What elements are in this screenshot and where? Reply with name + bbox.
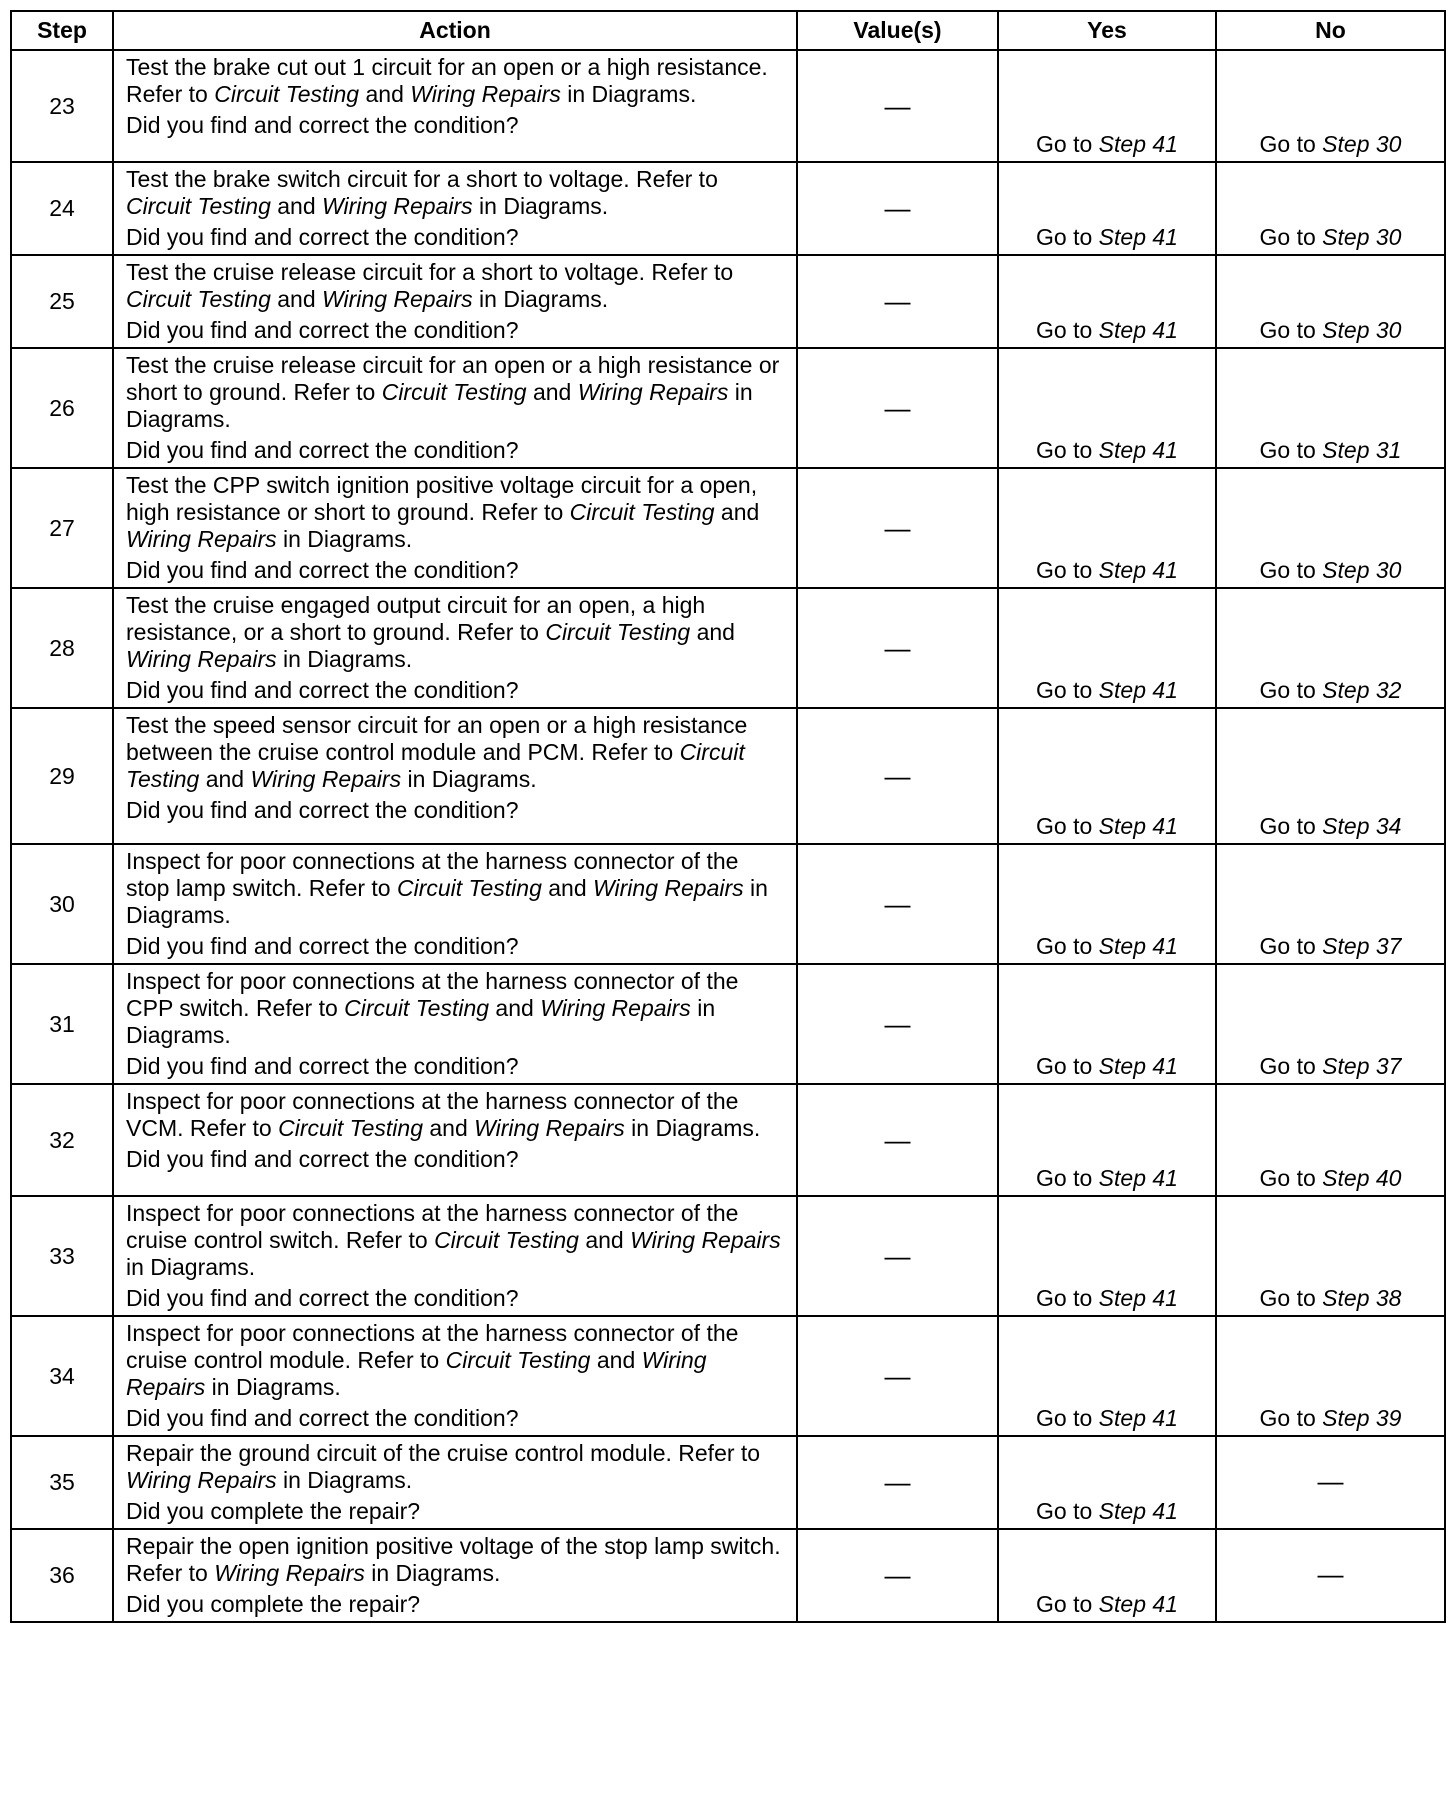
step-number	[11, 844, 113, 964]
instruction-text: in Diagrams.	[401, 766, 537, 792]
no-step-ref: Step 30	[1322, 317, 1402, 343]
no-text: Go to	[1259, 813, 1323, 839]
no-result	[1216, 964, 1445, 1084]
value-text: —	[884, 1360, 911, 1391]
instruction-text: and	[526, 379, 578, 405]
yes-step-ref: Step 41	[1098, 131, 1178, 157]
reference-link-text: Circuit Testing	[381, 379, 527, 405]
no-text: Go to	[1259, 131, 1323, 157]
instruction-text: in Diagrams.	[126, 379, 753, 432]
no-step-ref: Step 39	[1322, 1405, 1402, 1431]
no-result	[1216, 1196, 1445, 1316]
instruction-text: and	[270, 193, 323, 219]
step-number	[11, 1196, 113, 1316]
reference-link-text: Circuit Testing	[278, 1115, 423, 1141]
no-text: Go to	[1259, 317, 1323, 343]
value-cell	[797, 708, 998, 844]
action-instruction	[126, 166, 788, 220]
action-instruction	[126, 1200, 788, 1281]
yes-result	[998, 1316, 1216, 1436]
reference-link-text: Circuit Testing	[569, 499, 715, 525]
no-text: —	[1317, 1465, 1344, 1496]
instruction-text: in Diagrams.	[624, 1115, 761, 1141]
action-instruction	[126, 1440, 788, 1494]
value-cell	[797, 1436, 998, 1529]
table-row	[11, 162, 1445, 255]
instruction-text: Test the CPP switch ignition positive voltage circuit for a open, high resistance or short to ground. Refer to	[126, 472, 758, 525]
table-row	[11, 1196, 1445, 1316]
action-cell	[113, 844, 797, 964]
table-header-row	[11, 11, 1445, 50]
no-text: Go to	[1259, 224, 1323, 250]
step-number-text: 24	[49, 195, 75, 221]
value-cell	[797, 1084, 998, 1196]
reference-link-text: Wiring Repairs	[250, 766, 402, 792]
value-cell	[797, 468, 998, 588]
reference-link-text: Wiring Repairs	[593, 875, 744, 901]
action-question: Did you find and correct the condition?	[126, 224, 519, 250]
yes-result	[998, 162, 1216, 255]
action-instruction	[126, 54, 788, 108]
no-result	[1216, 844, 1445, 964]
table-row	[11, 255, 1445, 348]
no-result	[1216, 1436, 1445, 1529]
action-instruction	[126, 1088, 788, 1142]
action-cell	[113, 1084, 797, 1196]
reference-link-text: Wiring Repairs	[126, 1467, 277, 1493]
action-cell	[113, 1196, 797, 1316]
action-cell	[113, 162, 797, 255]
no-text: —	[1317, 1558, 1344, 1589]
yes-text: Go to	[1036, 813, 1099, 839]
step-number-text: 23	[49, 92, 75, 119]
yes-text: Go to	[1036, 224, 1099, 250]
table-row	[11, 1084, 1445, 1196]
no-result	[1216, 1316, 1445, 1436]
diagnostic-table	[10, 10, 1446, 1623]
header-step: Step	[11, 11, 113, 50]
instruction-text: in Diagrams.	[276, 526, 413, 552]
instruction-text: Test the brake cut out 1 circuit for an open or a high resistance. Refer to	[126, 54, 768, 107]
reference-link-text: Circuit Testing	[445, 1347, 591, 1373]
yes-step-ref: Step 41	[1098, 317, 1178, 343]
value-text: —	[884, 760, 911, 791]
instruction-text: in Diagrams.	[276, 646, 413, 672]
instruction-text: and	[541, 875, 594, 901]
instruction-text: Inspect for poor connections at the harness connector of the cruise control switch. Refer to	[126, 1200, 739, 1253]
action-cell	[113, 1316, 797, 1436]
instruction-text: in Diagrams.	[364, 1560, 501, 1586]
value-text: —	[884, 1467, 911, 1497]
action-question: Did you find and correct the condition?	[126, 557, 519, 583]
no-step-ref: Step 37	[1322, 1053, 1402, 1079]
reference-link-text: Circuit Testing	[434, 1227, 579, 1253]
table-row	[11, 708, 1445, 844]
no-text: Go to	[1259, 933, 1323, 959]
step-number-text: 34	[49, 1362, 75, 1389]
reference-link-text: Wiring Repairs	[322, 286, 473, 312]
action-question: Did you find and correct the condition?	[126, 112, 519, 138]
reference-link-text: Wiring Repairs	[214, 1560, 365, 1586]
step-number	[11, 348, 113, 468]
no-result	[1216, 708, 1445, 844]
yes-result	[998, 964, 1216, 1084]
action-cell	[113, 1436, 797, 1529]
reference-link-text: Wiring Repairs	[474, 1115, 625, 1141]
yes-step-ref: Step 41	[1098, 1053, 1178, 1079]
instruction-text: Inspect for poor connections at the harness connector of the CPP switch. Refer to	[126, 968, 739, 1021]
table-row	[11, 348, 1445, 468]
reference-link-text: Wiring Repairs	[410, 81, 561, 107]
yes-text: Go to	[1036, 1591, 1099, 1617]
yes-result	[998, 1084, 1216, 1196]
step-number	[11, 1316, 113, 1436]
value-text: —	[884, 1240, 911, 1271]
step-number	[11, 468, 113, 588]
step-number-text: 30	[49, 890, 75, 917]
action-cell	[113, 468, 797, 588]
instruction-text: Inspect for poor connections at the harness connector of the VCM. Refer to	[126, 1088, 739, 1141]
reference-link-text: Circuit Testing	[344, 995, 490, 1021]
no-step-ref: Step 34	[1322, 813, 1402, 839]
table-row	[11, 50, 1445, 162]
yes-result	[998, 50, 1216, 162]
instruction-text: in Diagrams.	[126, 995, 716, 1048]
value-text: —	[884, 1008, 911, 1039]
step-number-text: 33	[49, 1242, 75, 1269]
instruction-text: in Diagrams.	[472, 286, 609, 312]
reference-link-text: Circuit Testing	[545, 619, 691, 645]
no-step-ref: Step 38	[1322, 1285, 1402, 1311]
yes-text: Go to	[1036, 677, 1099, 703]
instruction-text: in Diagrams.	[126, 1254, 256, 1280]
action-question: Did you find and correct the condition?	[126, 1405, 519, 1431]
no-text: Go to	[1259, 677, 1323, 703]
yes-result	[998, 348, 1216, 468]
instruction-text: and	[270, 286, 323, 312]
no-step-ref: Step 30	[1322, 131, 1402, 157]
action-question: Did you complete the repair?	[126, 1498, 421, 1524]
action-instruction	[126, 592, 788, 673]
value-cell	[797, 964, 998, 1084]
value-cell	[797, 1196, 998, 1316]
action-cell	[113, 588, 797, 708]
reference-link-text: Circuit Testing	[126, 286, 271, 312]
reference-link-text: Wiring Repairs	[322, 193, 473, 219]
step-number	[11, 1529, 113, 1622]
instruction-text: and	[690, 619, 735, 645]
no-step-ref: Step 31	[1322, 437, 1402, 463]
no-text: Go to	[1259, 1053, 1323, 1079]
header-no: No	[1216, 11, 1445, 50]
step-number	[11, 162, 113, 255]
action-instruction	[126, 968, 788, 1049]
value-cell	[797, 255, 998, 348]
value-text: —	[884, 1560, 911, 1590]
value-text: —	[884, 193, 911, 223]
step-number-text: 32	[49, 1126, 75, 1153]
action-instruction	[126, 472, 788, 553]
yes-step-ref: Step 41	[1098, 437, 1178, 463]
table-row	[11, 964, 1445, 1084]
step-number-text: 26	[49, 394, 75, 421]
yes-text: Go to	[1036, 317, 1099, 343]
yes-result	[998, 844, 1216, 964]
step-number	[11, 1436, 113, 1529]
no-step-ref: Step 32	[1322, 677, 1402, 703]
reference-link-text: Wiring Repairs	[540, 995, 691, 1021]
action-question: Did you find and correct the condition?	[126, 1146, 519, 1172]
table-row	[11, 468, 1445, 588]
action-question: Did you find and correct the condition?	[126, 1285, 519, 1311]
action-question: Did you find and correct the condition?	[126, 677, 519, 703]
step-number	[11, 1084, 113, 1196]
action-cell	[113, 348, 797, 468]
header-action: Action	[113, 11, 797, 50]
step-number-text: 29	[49, 762, 75, 789]
instruction-text: Repair the ground circuit of the cruise control module. Refer to	[126, 1440, 761, 1466]
yes-result	[998, 255, 1216, 348]
value-cell	[797, 844, 998, 964]
yes-step-ref: Step 41	[1098, 557, 1178, 583]
reference-link-text: Wiring Repairs	[126, 646, 277, 672]
yes-step-ref: Step 41	[1098, 1591, 1178, 1617]
value-text: —	[884, 512, 911, 543]
action-question: Did you find and correct the condition?	[126, 317, 519, 343]
yes-text: Go to	[1036, 1053, 1099, 1079]
yes-text: Go to	[1036, 1405, 1099, 1431]
yes-text: Go to	[1036, 557, 1099, 583]
instruction-text: and	[578, 1227, 631, 1253]
header-values: Value(s)	[797, 11, 998, 50]
action-question: Did you find and correct the condition?	[126, 1053, 519, 1079]
step-number-text: 27	[49, 514, 75, 541]
value-text: —	[884, 286, 911, 316]
table-row	[11, 1529, 1445, 1622]
instruction-text: and	[714, 499, 760, 525]
action-instruction	[126, 712, 788, 793]
yes-step-ref: Step 41	[1098, 224, 1178, 250]
reference-link-text: Circuit Testing	[397, 875, 542, 901]
step-number-text: 28	[49, 634, 75, 661]
reference-link-text: Circuit Testing	[126, 193, 271, 219]
step-number	[11, 588, 113, 708]
no-step-ref: Step 30	[1322, 557, 1402, 583]
value-text: —	[884, 888, 911, 919]
value-text: —	[884, 90, 911, 121]
table-row	[11, 588, 1445, 708]
step-number	[11, 50, 113, 162]
instruction-text: Test the cruise release circuit for an open or a high resistance or short to ground. Refer to	[126, 352, 780, 405]
no-result	[1216, 468, 1445, 588]
reference-link-text: Wiring Repairs	[577, 379, 729, 405]
no-result	[1216, 255, 1445, 348]
step-number	[11, 708, 113, 844]
action-question: Did you find and correct the condition?	[126, 437, 519, 463]
no-result	[1216, 348, 1445, 468]
yes-result	[998, 708, 1216, 844]
value-text: —	[884, 392, 911, 423]
action-instruction	[126, 259, 788, 313]
step-number-text: 36	[49, 1562, 75, 1588]
yes-step-ref: Step 41	[1098, 933, 1178, 959]
value-cell	[797, 162, 998, 255]
action-question: Did you find and correct the condition?	[126, 797, 519, 823]
action-question: Did you complete the repair?	[126, 1591, 421, 1617]
instruction-text: Test the speed sensor circuit for an open or a high resistance between the cruise control module and PCM. Refer to	[126, 712, 748, 765]
table-row	[11, 844, 1445, 964]
value-cell	[797, 50, 998, 162]
yes-text: Go to	[1036, 131, 1099, 157]
no-text: Go to	[1259, 557, 1323, 583]
instruction-text: and	[489, 995, 541, 1021]
yes-text: Go to	[1036, 437, 1099, 463]
instruction-text: in Diagrams.	[126, 875, 768, 928]
yes-text: Go to	[1036, 1165, 1099, 1191]
value-text: —	[884, 632, 911, 663]
instruction-text: in Diagrams.	[560, 81, 697, 107]
instruction-text: Test the cruise release circuit for a short to voltage. Refer to	[126, 259, 734, 285]
no-result	[1216, 162, 1445, 255]
action-question: Did you find and correct the condition?	[126, 933, 519, 959]
no-text: Go to	[1259, 1405, 1323, 1431]
table-row	[11, 1436, 1445, 1529]
reference-link-text: Wiring Repairs	[126, 1347, 707, 1400]
instruction-text: Inspect for poor connections at the harness connector of the stop lamp switch. Refer to	[126, 848, 739, 901]
yes-text: Go to	[1036, 1285, 1099, 1311]
yes-step-ref: Step 41	[1098, 677, 1178, 703]
instruction-text: and	[590, 1347, 642, 1373]
yes-result	[998, 468, 1216, 588]
yes-step-ref: Step 41	[1098, 813, 1178, 839]
instruction-text: Test the cruise engaged output circuit for an open, a high resistance, or a short to ground. Refer to	[126, 592, 706, 645]
no-result	[1216, 1084, 1445, 1196]
reference-link-text: Circuit Testing	[214, 81, 360, 107]
yes-result	[998, 1529, 1216, 1622]
action-cell	[113, 964, 797, 1084]
action-instruction	[126, 1320, 788, 1401]
value-cell	[797, 348, 998, 468]
no-text: Go to	[1259, 1165, 1323, 1191]
action-instruction	[126, 352, 788, 433]
no-result	[1216, 588, 1445, 708]
yes-result	[998, 1436, 1216, 1529]
yes-step-ref: Step 41	[1098, 1498, 1178, 1524]
value-cell	[797, 1529, 998, 1622]
yes-text: Go to	[1036, 933, 1099, 959]
instruction-text: in Diagrams.	[205, 1374, 341, 1400]
yes-text: Go to	[1036, 1498, 1099, 1524]
action-instruction	[126, 1533, 788, 1587]
table-row	[11, 1316, 1445, 1436]
no-step-ref: Step 40	[1322, 1165, 1402, 1191]
step-number-text: 31	[49, 1010, 75, 1037]
no-text: Go to	[1259, 1285, 1323, 1311]
yes-step-ref: Step 41	[1098, 1165, 1178, 1191]
instruction-text: and	[422, 1115, 475, 1141]
instruction-text: in Diagrams.	[276, 1467, 413, 1493]
step-number	[11, 255, 113, 348]
yes-result	[998, 588, 1216, 708]
yes-result	[998, 1196, 1216, 1316]
no-step-ref: Step 37	[1322, 933, 1402, 959]
action-cell	[113, 708, 797, 844]
instruction-text: in Diagrams.	[472, 193, 609, 219]
no-text: Go to	[1259, 437, 1323, 463]
no-step-ref: Step 30	[1322, 224, 1402, 250]
no-result	[1216, 1529, 1445, 1622]
step-number	[11, 964, 113, 1084]
action-cell	[113, 255, 797, 348]
yes-step-ref: Step 41	[1098, 1285, 1178, 1311]
no-result	[1216, 50, 1445, 162]
value-text: —	[884, 1124, 911, 1155]
value-cell	[797, 1316, 998, 1436]
instruction-text: Test the brake switch circuit for a short to voltage. Refer to	[126, 166, 718, 192]
step-number-text: 35	[49, 1469, 75, 1495]
reference-link-text: Wiring Repairs	[630, 1227, 781, 1253]
instruction-text: Repair the open ignition positive voltage of the stop lamp switch. Refer to	[126, 1533, 781, 1586]
reference-link-text: Circuit Testing	[126, 739, 745, 792]
table-body	[11, 50, 1445, 1622]
action-instruction	[126, 848, 788, 929]
reference-link-text: Wiring Repairs	[126, 526, 277, 552]
action-cell	[113, 50, 797, 162]
instruction-text: and	[359, 81, 411, 107]
instruction-text: Inspect for poor connections at the harness connector of the cruise control module. Refer to	[126, 1320, 739, 1373]
yes-step-ref: Step 41	[1098, 1405, 1178, 1431]
step-number-text: 25	[49, 288, 75, 314]
header-yes: Yes	[998, 11, 1216, 50]
instruction-text: and	[199, 766, 251, 792]
value-cell	[797, 588, 998, 708]
action-cell	[113, 1529, 797, 1622]
